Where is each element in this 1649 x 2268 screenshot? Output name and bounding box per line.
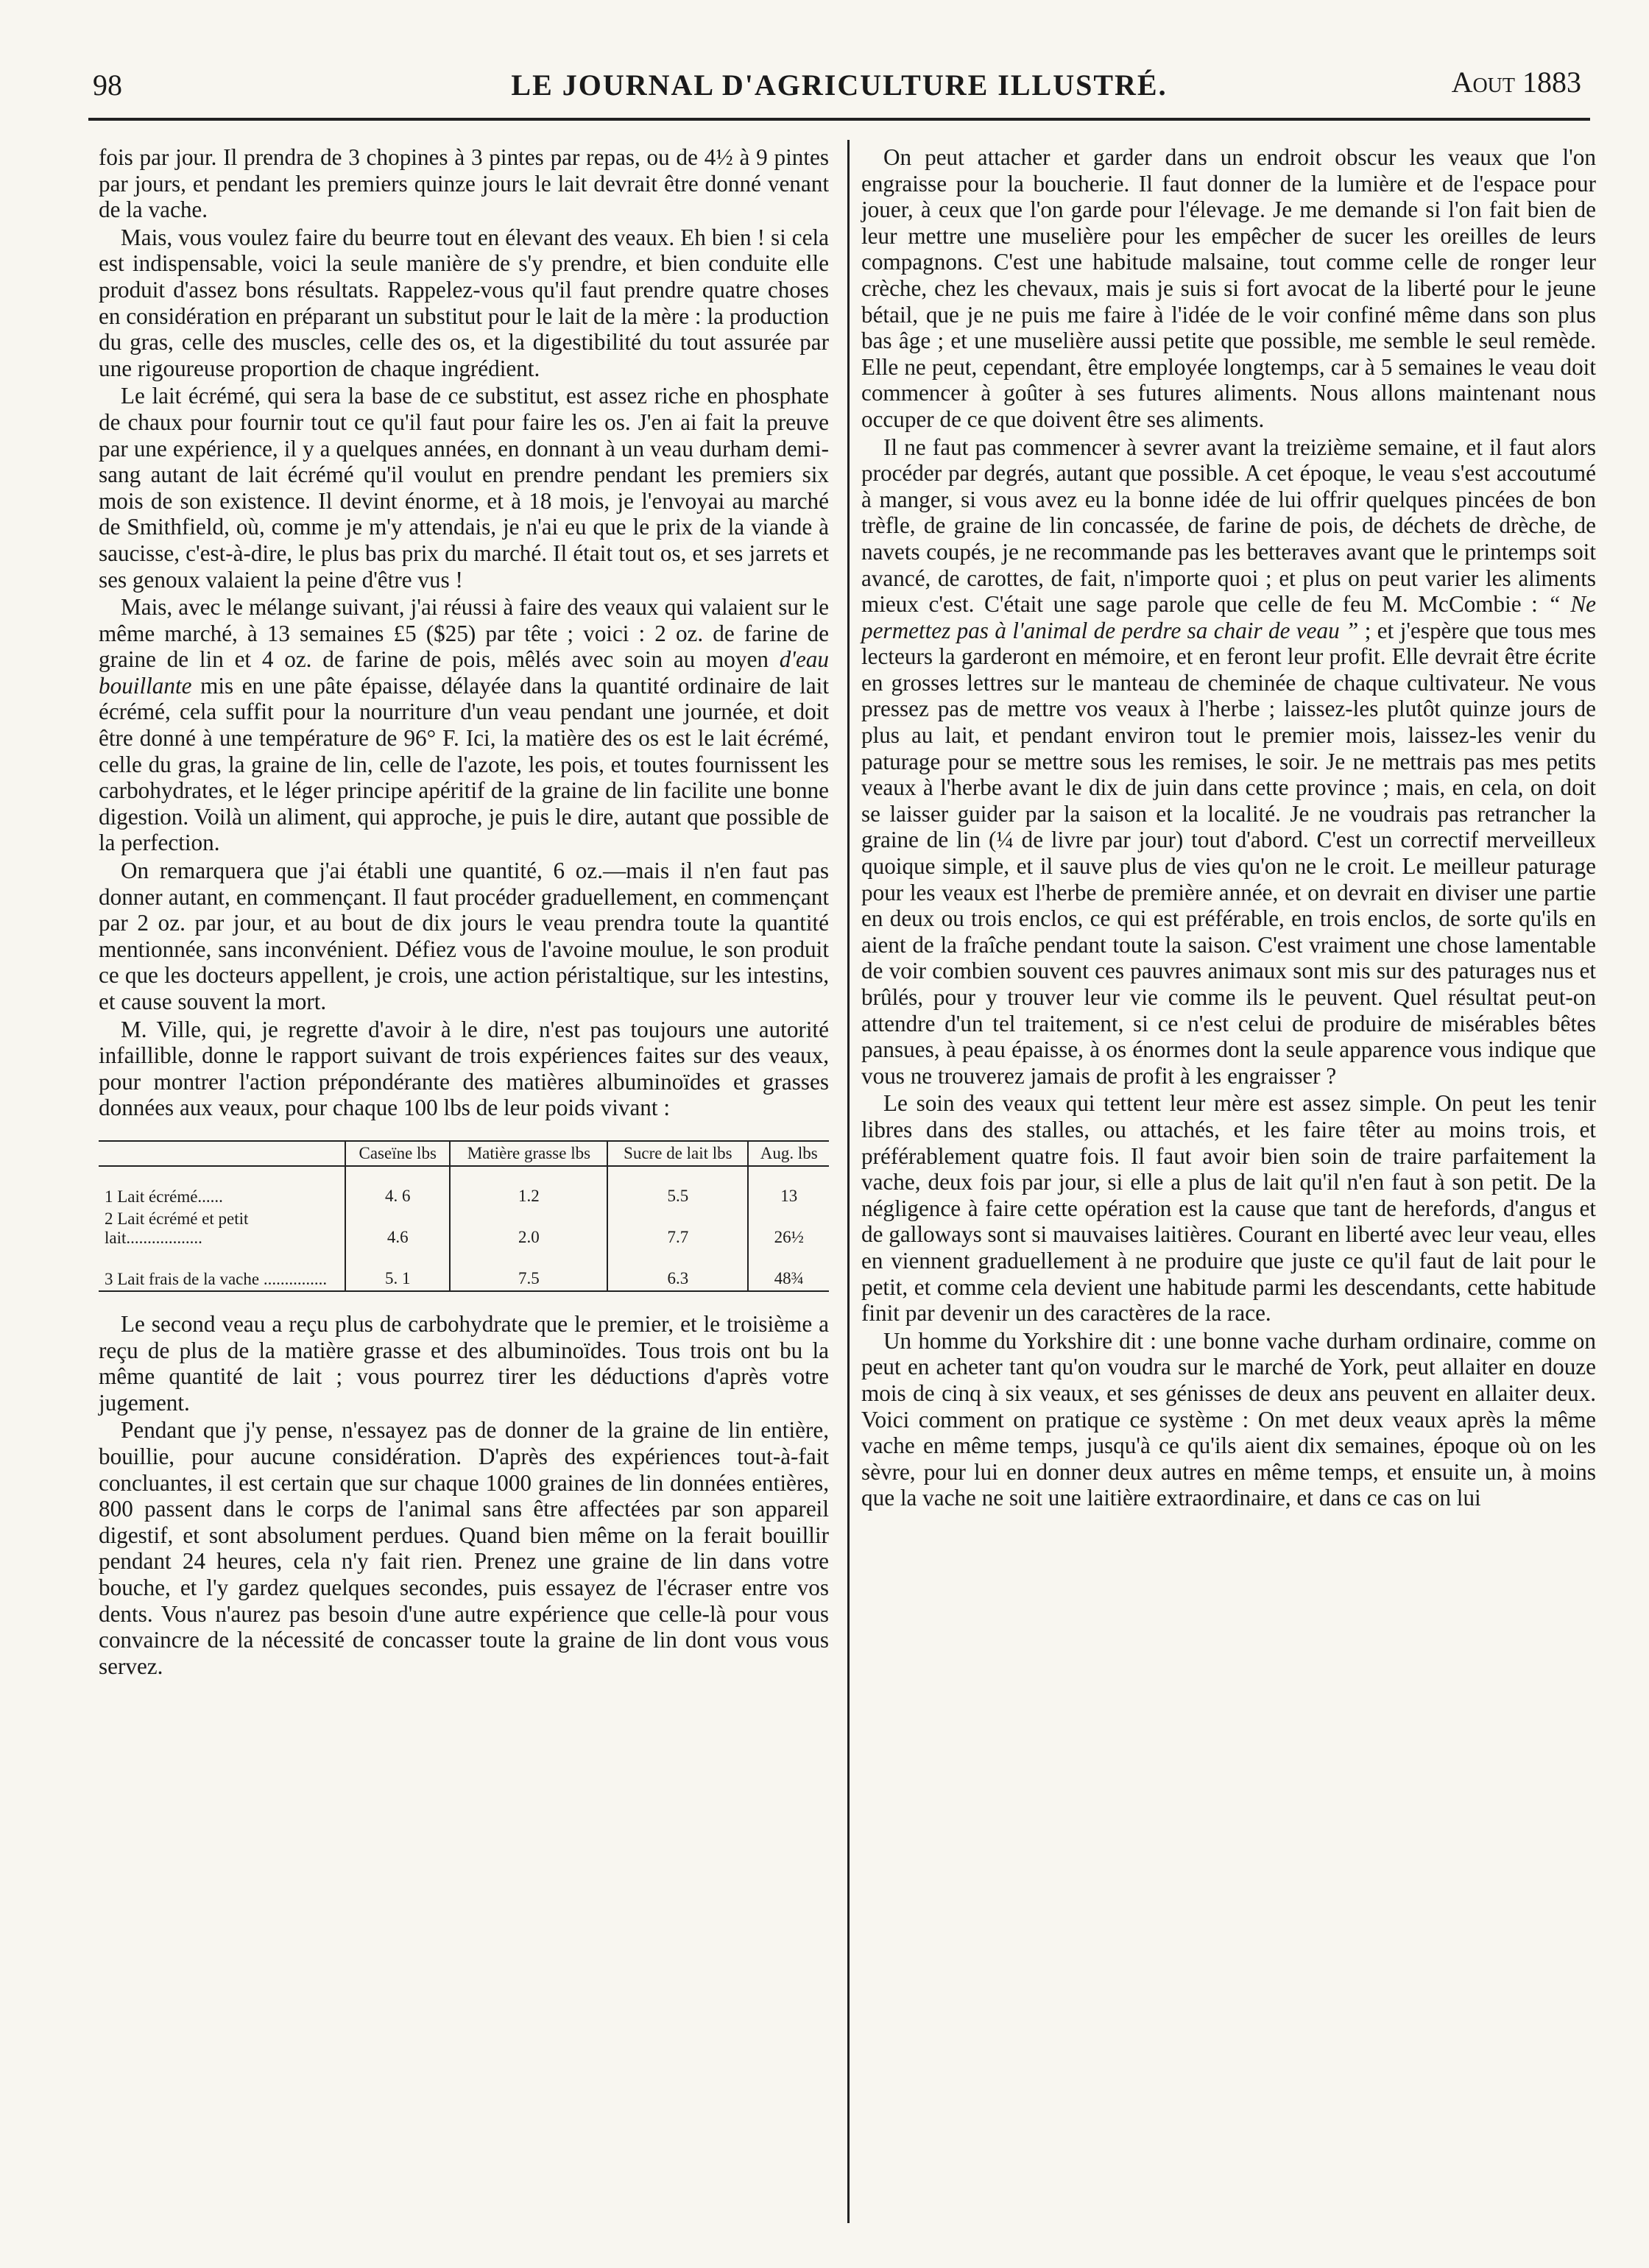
paragraph: Le second veau a reçu plus de carbohydrate que le premier, et le troisième a reçu de plus de la matière grasse et des albuminoïdes. Tous trois ont bu la même quantité de lait ; vous pourrez tirer les déductions d'après votre jugement. [99,1310,829,1416]
table-cell: 5.5 [607,1166,748,1208]
table-cell: 6.3 [607,1249,748,1291]
italic-phrase: d'eau bouillante [99,646,829,699]
table-cell: 2.0 [450,1208,607,1249]
paragraph-text: ; et j'espère que tous mes lecteurs la garderont en mémoire, et en feront leur profit. Elle devrait être écrite en grosses lettres sur le manteau de cheminée de chaque cultivateur. Ne vous pressez pas de mettre vos veaux à l'herbe ; laissez-les plutôt quinze jours de plus au lait, et pendant environ tout le premier mois, laissez-les venir du paturage pour se mettre sous les remises, le soir. Je ne mettrais pas mes petits veaux à l'herbe avant le dix de juin dans cette province ; mais, en cela, on doit se laisser guider par la saison et la localité. Je ne voudrais pas retrancher la graine de lin (¼ de livre par jour) tout d'abord. C'est un correctif merveilleux quoique simple, et il sauve plus de vies qu'on ne le croit. Le meilleur paturage pour les veaux est l'herbe de première année, et on devrait en diviser une partie en deux ou trois enclos, ce qui est préférable, en trois enclos, de sorte qu'ils en aient de la fraîche pendant toute la saison. C'est vraiment une chose lamentable de voir combien souvent ces pauvres animaux sont mis sur des paturages nus et brûlés, pour y trouver leur vie comme ils le peuvent. Quel résultat peut-on attendre d'un tel traitement, si ce n'est celui de produire de misérables bêtes pansues, à peau épaisse, à os énormes dont la seule apparence vous indique que vous ne trouverez jamais de profit à les engraisser ? [861,617,1597,1089]
table-header: Aug. lbs [748,1141,829,1166]
table-cell: 48¾ [748,1249,829,1291]
page-header [88,62,1590,121]
paragraph-text: Il ne faut pas commencer à sevrer avant la treizième semaine, et il faut alors procéder par degrés, autant que possible. A cet époque, le veau s'est accoutumé à manger, si vous avez eu la bonne idée de lui offrir quelques pincées de bon trèfle, de graine de lin concassée, de farine de pois, de déchets de drèche, de navets coupés, je ne recommande pas les betteraves avant que le printemps soit avancé, de carottes, de fait, n'importe quoi ; et plus on peut varier les aliments mieux c'est. C'était une sage parole que celle de feu M. McCombie : [861,434,1596,618]
table-row [99,1208,829,1249]
table-cell: 26½ [748,1208,829,1249]
table-header: Sucre de lait lbs [607,1141,748,1166]
table-cell-label: 3 Lait frais de la vache ............... [105,1269,328,1288]
experiment-table [99,1140,829,1292]
paragraph: Mais, vous voulez faire du beurre tout en élevant des veaux. Eh bien ! si cela est indispensable, voici la seule manière de s'y prendre, et bien conduite elle produit d'assez bons résultats. Rappelez-vous qu'il faut prendre quatre choses en considération en préparant un substitut pour le lait de la mère : la production du gras, celle des muscles, celle des os, et la digestibilité du tout assurée par une rigoureuse proportion de chaque ingrédient. [99,224,829,381]
paragraph: Le soin des veaux qui tettent leur mère est assez simple. On peut les tenir libres dans des stalles, ou attachés, et les faire têter au moins trois, et préférablement quatre fois. Il faut avoir bien soin de traire parfaitement la vache, deux fois par jour, si elle a plus de lait qu'il n'en faut à son petit. De la négligence à faire cette opération est la cause que tant de herefords, d'angus et de galloways sont si mauvaises laitières. Courant en liberté avec leur veau, elles en viennent graduellement à ne produire que juste ce qu'il faut de lait pour le petit, et comme cela devient une habitude parmi les descendants, cette habitude finit par devenir un des caractères de la race. [861,1090,1596,1326]
page-number: 98 [93,68,122,102]
table-row [99,1249,829,1291]
paragraph: M. Ville, qui, je regrette d'avoir à le dire, n'est pas toujours une autorité infaillible, donne le rapport suivant de trois expériences faites sur des veaux, pour montrer l'action prépondérante des matières albuminoïdes et grasses données aux veaux, pour chaque 100 lbs de leur poids vivant : [99,1016,829,1121]
table-cell: 4.6 [345,1208,450,1249]
table-cell: 1.2 [450,1166,607,1208]
table-cell: 7.7 [607,1208,748,1249]
table-header-row [99,1141,829,1166]
issue-date: Aout 1883 [1451,66,1581,99]
paragraph: On peut attacher et garder dans un endroit obscur les veaux que l'on engraisse pour la boucherie. Il faut donner de la lumière et de l'espace pour jouer, à ceux que l'on garde pour l'élevage. Je me demande si l'on fait bien de leur mettre une muselière pour les empêcher de sucer les oreilles de leurs compagnons. C'est une habitude malsaine, tout comme celle de ronger leur crèche, chez les chevaux, mais je suis si fort avocat de la liberté pour le jeune bétail, que je ne puis me faire à l'idée de le voir confiné même dans son plus bas âge ; et une muselière aussi petite que possible, me semble le seul remède. Elle ne peut, cependant, être employée longtemps, car à 5 semaines le veau doit commencer à goûter à ses futures aliments. Nous allons maintenant nous occuper de ce que doivent être ses aliments. [861,144,1596,432]
paragraph-text: mis en une pâte épaisse, délayée dans la quantité ordinaire de lait écrémé, cela suffit pour la nourriture d'un veau pendant une journée, et doit être donné à une température de 96° F. Ici, la matière des os est le lait écrémé, celle du gras, la graine de lin, celle de l'azote, les pois, et toutes fournissent les carbohydrates, et le léger principe apéritif de la graine de lin facilite une bonne digestion. Voilà un aliment, qui approche, je puis le dire, autant que possible de la perfection. [99,672,829,856]
table-cell-label: 1 Lait écrémé...... [105,1187,223,1206]
left-column [99,144,829,1679]
paragraph [99,594,829,856]
table-cell-label: 2 Lait écrémé et petit lait.................. [105,1209,249,1247]
paragraph-text: Mais, avec le mélange suivant, j'ai réussi à faire des veaux qui valaient sur le même marché, à 13 semaines £5 ($25) par tête ; voici : 2 oz. de farine de graine de lin et 4 oz. de farine de pois, mêlés avec soin au moyen [99,594,829,673]
table-cell: 5. 1 [345,1249,450,1291]
header-rule [88,118,1590,121]
paragraph: Pendant que j'y pense, n'essayez pas de donner de la graine de lin entière, bouillie, pour aucune considération. D'après des expériences tout-à-fait concluantes, il est certain que sur chaque 1000 graines de lin données entières, 800 passent dans le corps de l'animal sans être affectées par son appareil digestif, et sont absolument perdues. Quand bien même on la ferait bouillir pendant 24 heures, cela n'y fait rien. Prenez une graine de lin dans votre bouche, et l'y gardez quelques secondes, puis essayez de l'écraser entre vos dents. Vous n'aurez pas besoin d'une autre expérience que celle-là pour vous convaincre de la nécessité de concasser toute la graine de lin dont vous vous servez. [99,1417,829,1679]
paragraph: Un homme du Yorkshire dit : une bonne vache durham ordinaire, comme on peut en acheter tant qu'on voudra sur le marché de York, peut allaiter en douze mois de cinq à six veaux, et ses génisses de deux ans peuvent en allaiter deux. Voici comment on pratique ce système : On met deux veaux après la même vache en même temps, jusqu'à ce qu'ils aient dix semaines, époque où on les sèvre, pour lui en donner deux autres en même temps, et ensuite un, à moins que la vache ne soit une laitière extraordinaire, et dans ce cas on lui [861,1327,1596,1511]
quote: “ Ne permettez pas à l'animal de perdre sa chair de veau ” [861,591,1596,643]
journal-title: LE JOURNAL D'AGRICULTURE ILLUSTRÉ. [511,68,1168,102]
table-cell: 4. 6 [345,1166,450,1208]
paragraph: On remarquera que j'ai établi une quantité, 6 oz.—mais il n'en faut pas donner autant, en commençant. Il faut procéder graduellement, en commençant par 2 oz. par jour, et au bout de dix jours le veau prendra toute la quantité mentionnée, sans inconvénient. Défiez vous de l'avoine moulue, le son produit ce que les docteurs appellent, je crois, une action péristaltique, sur les intestins, et cause souvent la mort. [99,858,829,1014]
table-row [99,1166,829,1208]
paragraph [861,434,1596,1089]
table-header: Caseïne lbs [345,1141,450,1166]
table-cell: 13 [748,1166,829,1208]
table-header: Matière grasse lbs [450,1141,607,1166]
column-divider [847,140,850,2223]
right-column [861,144,1596,1511]
table-cell: 7.5 [450,1249,607,1291]
paragraph: fois par jour. Il prendra de 3 chopines à 3 pintes par repas, ou de 4½ à 9 pintes par jours, et pendant les premiers quinze jours le lait devrait être donné venant de la vache. [99,144,829,223]
paragraph: Le lait écrémé, qui sera la base de ce substitut, est assez riche en phosphate de chaux pour fournir tout ce qu'il faut pour faire les os. J'en ai fait la preuve par une expérience, il y a quelques années, en donnant à un veau durham demi-sang autant de lait écrémé qu'il voulut en prendre pendant les premiers six mois de son existence. Il devint énorme, et à 18 mois, je l'envoyai au marché de Smithfield, où, comme je m'y attendais, je n'ai eu que le prix de la viande à saucisse, c'est-à-dire, le plus bas prix du marché. Il était tout os, et ses jarrets et ses genoux valaient la peine d'être vus ! [99,383,829,593]
table-header [99,1141,345,1166]
